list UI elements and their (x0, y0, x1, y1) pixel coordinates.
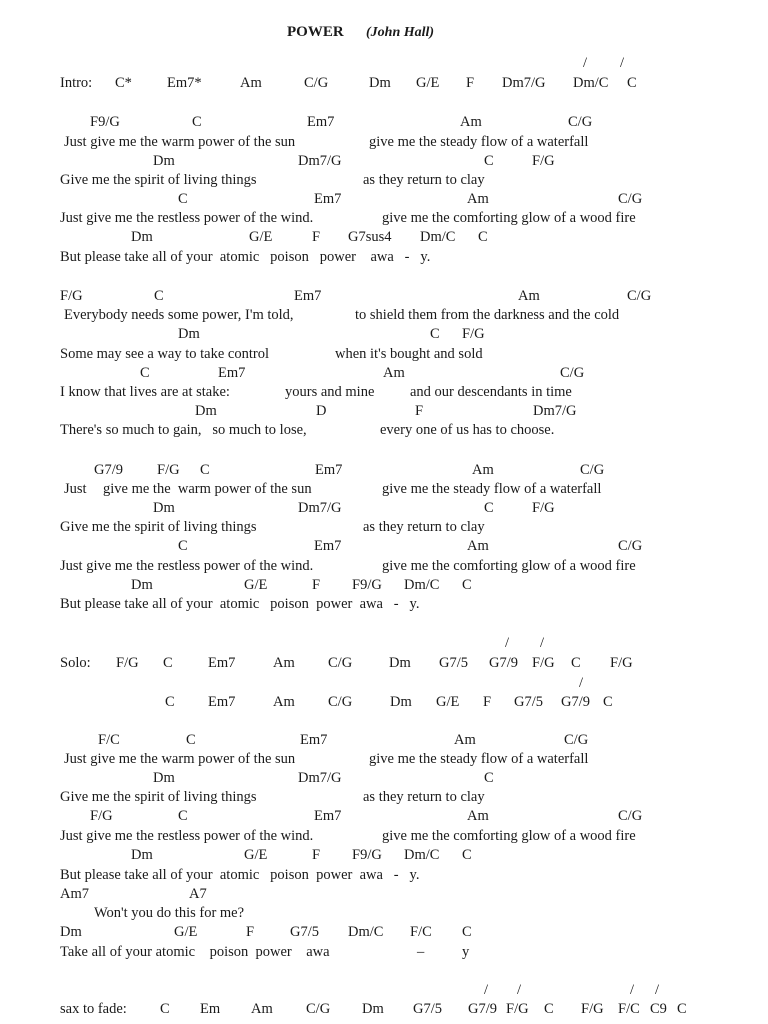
sheet-text: yours and mine (285, 384, 375, 400)
sheet-text: C (186, 732, 196, 748)
sheet-text: Dm (131, 229, 153, 245)
sheet-line (0, 113, 768, 133)
sheet-text: F (466, 75, 475, 91)
sheet-text: Dm7/G (533, 403, 577, 419)
sheet-text: C/G (618, 191, 643, 207)
sheet-text: Em7 (300, 732, 328, 748)
sheet-text: C (571, 655, 581, 671)
sheet-text: C/G (580, 462, 605, 478)
sheet-text: Dm (362, 1001, 384, 1017)
sheet-line (0, 499, 768, 519)
sheet-line (0, 981, 768, 1001)
sheet-text: Dm (153, 500, 175, 516)
sheet-text: Am (472, 462, 494, 478)
sheet-text: Give me the spirit of living things (60, 789, 257, 805)
sheet-line (0, 190, 768, 210)
sheet-text: G/E (244, 577, 268, 593)
sheet-text: F9/G (352, 847, 382, 863)
sheet-line (0, 228, 768, 248)
sheet-text: F9/G (90, 114, 120, 130)
sheet-text: C (154, 288, 164, 304)
sheet-text: Just give me the warm power of the sun (64, 751, 296, 767)
sheet-text: F/C (618, 1001, 640, 1017)
sheet-text: Dm/C (404, 577, 440, 593)
sheet-line (0, 769, 768, 789)
sheet-text: Dm/C (420, 229, 456, 245)
sheet-line (0, 693, 768, 713)
sheet-line (0, 557, 768, 577)
sheet-text: Just give me the restless power of the wind. (60, 558, 314, 574)
sheet-text: Dm/C (573, 75, 609, 91)
sheet-text: F/G (90, 808, 113, 824)
sheet-text: C/G (618, 538, 643, 554)
sheet-text: C (484, 153, 494, 169)
sheet-text: Dm7/G (502, 75, 546, 91)
sheet-text: Am (518, 288, 540, 304)
sheet-text: G/E (436, 694, 460, 710)
sheet-text: C (165, 694, 175, 710)
sheet-line (0, 248, 768, 268)
sheet-line (0, 345, 768, 365)
sheet-line (0, 634, 768, 654)
song-title-artist: (John Hall) (366, 25, 435, 40)
sheet-text: C (462, 847, 472, 863)
sheet-text: C (484, 770, 494, 786)
sheet-text: G7/5 (439, 655, 468, 671)
sheet-line (0, 827, 768, 847)
sheet-text: Dm (60, 924, 82, 940)
sheet-line (0, 674, 768, 694)
sheet-text: Am (273, 694, 295, 710)
sheet-text: Em7 (208, 694, 236, 710)
sheet-text: F (415, 403, 424, 419)
sheet-text: Am (467, 808, 489, 824)
sheet-text: Intro: (60, 75, 93, 91)
sheet-text: Em7 (307, 114, 335, 130)
sheet-text: Dm (153, 770, 175, 786)
sheet-text: There's so much to gain, so much to lose, (60, 422, 307, 438)
sheet-line (0, 885, 768, 905)
sheet-text: I know that lives are at stake: (60, 384, 230, 400)
sheet-line (0, 846, 768, 866)
sheet-text: as they return to clay (363, 172, 485, 188)
sheet-text: Em7 (314, 808, 342, 824)
sheet-text: Em7 (294, 288, 322, 304)
sheet-text: C (140, 365, 150, 381)
sheet-text: Am (467, 538, 489, 554)
sheet-text: Solo: (60, 655, 91, 671)
sheet-line (0, 325, 768, 345)
sheet-text: Just give me the restless power of the wind. (60, 210, 314, 226)
sheet-text: C (484, 500, 494, 516)
sheet-text: F9/G (352, 577, 382, 593)
sheet-text: give me the steady flow of a waterfall (369, 134, 589, 150)
sheet-text: D (316, 403, 327, 419)
sheet-text: every one of us has to choose. (380, 422, 555, 438)
sheet-text: G7/5 (290, 924, 319, 940)
sheet-text: F/G (116, 655, 139, 671)
sheet-text: Take all of your atomic poison power awa (60, 944, 330, 960)
sheet-text: give me the comforting glow of a wood fire (382, 210, 636, 226)
sheet-text: C (178, 538, 188, 554)
sheet-text: F/G (532, 153, 555, 169)
sheet-text: F/C (98, 732, 120, 748)
sheet-text: Give me the spirit of living things (60, 519, 257, 535)
sheet-text: Dm/C (348, 924, 384, 940)
sheet-text: C (178, 808, 188, 824)
sheet-text: C/G (328, 655, 353, 671)
sheet-text: Am (251, 1001, 273, 1017)
sheet-line (0, 595, 768, 615)
sheet-text: / (655, 982, 660, 998)
sheet-text: and our descendants in time (410, 384, 572, 400)
sheet-text: F/G (610, 655, 633, 671)
sheet-text: Am (273, 655, 295, 671)
sheet-text: C (200, 462, 210, 478)
sheet-text: C (544, 1001, 554, 1017)
sheet-text: Just give me the restless power of the wind. (60, 828, 314, 844)
sheet-text: A7 (189, 886, 207, 902)
sheet-line (0, 133, 768, 153)
sheet-line (0, 383, 768, 403)
sheet-line (0, 576, 768, 596)
sheet-text: Dm (131, 577, 153, 593)
sheet-text: / (630, 982, 635, 998)
sheet-text: C/G (306, 1001, 331, 1017)
sheet-text: / (484, 982, 489, 998)
sheet-text: C (603, 694, 613, 710)
sheet-text: F/G (532, 655, 555, 671)
sheet-text: Dm (153, 153, 175, 169)
sheet-text: C (478, 229, 488, 245)
sheet-text: Just (64, 481, 87, 497)
sheet-text: But please take all of your atomic poison power awa - y. (60, 867, 420, 883)
sheet-text: C/G (618, 808, 643, 824)
sheet-line (0, 287, 768, 307)
sheet-text: give me the warm power of the sun (103, 481, 312, 497)
sheet-text: G7/9 (468, 1001, 497, 1017)
sheet-line (0, 866, 768, 886)
sheet-text: Dm (389, 655, 411, 671)
sheet-text: Em7 (315, 462, 343, 478)
sheet-text: Em (200, 1001, 221, 1017)
sheet-text: as they return to clay (363, 789, 485, 805)
sheet-text: C (627, 75, 637, 91)
sheet-text: G7/5 (514, 694, 543, 710)
sheet-text: Some may see a way to take control (60, 346, 269, 362)
sheet-text: F/G (581, 1001, 604, 1017)
sheet-line (0, 1000, 768, 1020)
sheet-text: Everybody needs some power, I'm told, (64, 307, 294, 323)
sheet-text: C (192, 114, 202, 130)
sheet-text: / (540, 635, 545, 651)
sheet-line (0, 480, 768, 500)
sheet-text: Won't you do this for me? (94, 905, 245, 921)
sheet-line (0, 923, 768, 943)
sheet-text: Am (383, 365, 405, 381)
sheet-text: – (417, 944, 425, 960)
sheet-text: But please take all of your atomic poison power awa - y. (60, 596, 420, 612)
sheet-line (0, 461, 768, 481)
sheet-text: C (462, 577, 472, 593)
sheet-text: Em7* (167, 75, 202, 91)
sheet-text: G7/9 (489, 655, 518, 671)
sheet-text: Am (460, 114, 482, 130)
song-title-main: POWER (287, 24, 344, 40)
sheet-text: Dm (195, 403, 217, 419)
sheet-text: give me the steady flow of a waterfall (382, 481, 602, 497)
sheet-text: G/E (249, 229, 273, 245)
sheet-text: give me the comforting glow of a wood fire (382, 558, 636, 574)
sheet-text: Am (454, 732, 476, 748)
sheet-text: Just give me the warm power of the sun (64, 134, 296, 150)
sheet-text: Dm (390, 694, 412, 710)
sheet-text: C (677, 1001, 687, 1017)
sheet-text: F/G (506, 1001, 529, 1017)
sheet-text: as they return to clay (363, 519, 485, 535)
sheet-line (0, 306, 768, 326)
sheet-text: / (579, 675, 584, 691)
sheet-text: G7sus4 (348, 229, 392, 245)
sheet-text: F (246, 924, 255, 940)
sheet-line (0, 518, 768, 538)
sheet-text: when it's bought and sold (335, 346, 483, 362)
sheet-text: C (430, 326, 440, 342)
sheet-text: Em7 (218, 365, 246, 381)
sheet-text: Dm7/G (298, 500, 342, 516)
sheet-text: sax to fade: (60, 1001, 127, 1017)
sheet-text: C (163, 655, 173, 671)
sheet-line (0, 750, 768, 770)
sheet-line (0, 537, 768, 557)
sheet-text: F/C (410, 924, 432, 940)
sheet-text: C/G (304, 75, 329, 91)
sheet-text: G7/9 (94, 462, 123, 478)
sheet-text: / (583, 55, 588, 71)
sheet-text: Dm/C (404, 847, 440, 863)
sheet-text: F/G (462, 326, 485, 342)
sheet-text: Em7 (314, 538, 342, 554)
sheet-line (0, 171, 768, 191)
sheet-text: / (517, 982, 522, 998)
sheet-text: G7/9 (561, 694, 590, 710)
sheet-text: Em7 (314, 191, 342, 207)
sheet-text: F (312, 229, 321, 245)
sheet-text: F/G (60, 288, 83, 304)
sheet-text: Em7 (208, 655, 236, 671)
sheet-text: / (620, 55, 625, 71)
sheet-text: F (483, 694, 492, 710)
sheet-text: C* (115, 75, 132, 91)
sheet-text: / (505, 635, 510, 651)
sheet-line (0, 421, 768, 441)
sheet-text: to shield them from the darkness and the cold (355, 307, 620, 323)
sheet-text: G/E (416, 75, 440, 91)
sheet-line (0, 74, 768, 94)
sheet-text: G/E (244, 847, 268, 863)
sheet-text: Dm (369, 75, 391, 91)
sheet-text: C/G (627, 288, 652, 304)
sheet-text: G7/5 (413, 1001, 442, 1017)
sheet-text: Am (467, 191, 489, 207)
sheet-text: Dm7/G (298, 153, 342, 169)
sheet-text: C (178, 191, 188, 207)
sheet-line (0, 943, 768, 963)
sheet-line (0, 209, 768, 229)
sheet-line (0, 807, 768, 827)
sheet-line (0, 788, 768, 808)
sheet-text: F/G (157, 462, 180, 478)
sheet-text: Dm (178, 326, 200, 342)
sheet-text: Am7 (60, 886, 89, 902)
sheet-text: C/G (328, 694, 353, 710)
sheet-text: C/G (564, 732, 589, 748)
sheet-line (0, 152, 768, 172)
sheet-line (0, 654, 768, 674)
sheet-text: give me the steady flow of a waterfall (369, 751, 589, 767)
sheet-line (0, 731, 768, 751)
sheet-text: C/G (568, 114, 593, 130)
sheet-line (0, 54, 768, 74)
sheet-text: C (462, 924, 472, 940)
sheet-text: y (462, 944, 470, 960)
sheet-text: Give me the spirit of living things (60, 172, 257, 188)
sheet-text: Dm7/G (298, 770, 342, 786)
sheet-text: G/E (174, 924, 198, 940)
sheet-text: give me the comforting glow of a wood fire (382, 828, 636, 844)
sheet-text: C9 (650, 1001, 667, 1017)
sheet-text: Dm (131, 847, 153, 863)
sheet-line (0, 364, 768, 384)
sheet-text: F/G (532, 500, 555, 516)
sheet-text: F (312, 847, 321, 863)
sheet-text: C (160, 1001, 170, 1017)
sheet-line (0, 402, 768, 422)
sheet-line (0, 904, 768, 924)
sheet-text: F (312, 577, 321, 593)
sheet-text: C/G (560, 365, 585, 381)
sheet-text: But please take all of your atomic poison power awa - y. (60, 249, 431, 265)
sheet-text: Am (240, 75, 262, 91)
